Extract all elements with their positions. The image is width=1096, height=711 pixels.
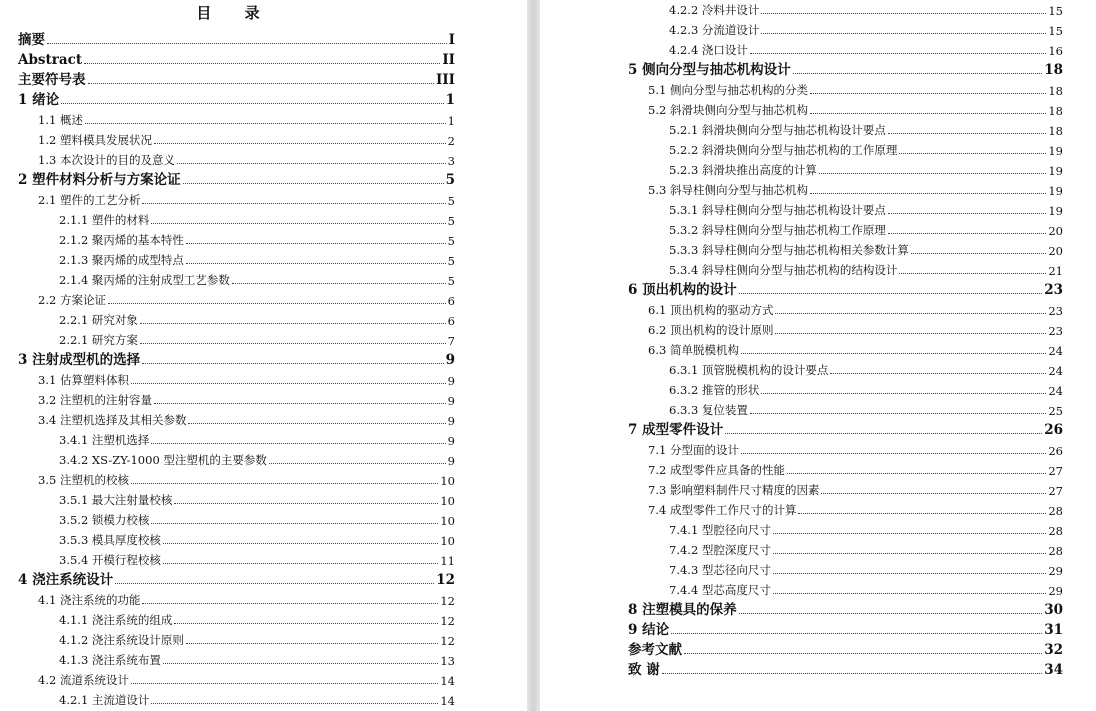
dot-leader	[810, 193, 1046, 194]
toc-entry-label: 7.4 成型零件工作尺寸的计算	[648, 503, 797, 517]
toc-entry[interactable]	[669, 558, 1063, 578]
toc-entry-label: 5.2.2 斜滑块侧向分型与抽芯机构的工作原理	[669, 143, 898, 157]
toc-entry-page: 18	[1044, 62, 1063, 78]
toc-entry[interactable]	[648, 178, 1063, 198]
toc-entry-page: 24	[1048, 364, 1063, 378]
toc-entry-label: 参考文献	[628, 642, 682, 658]
toc-entry[interactable]	[628, 58, 1063, 78]
dot-leader	[186, 243, 446, 244]
dot-leader	[163, 563, 438, 564]
page-gutter	[527, 0, 540, 711]
dot-leader	[186, 643, 438, 644]
toc-entry-label: 3.2 注塑机的注射容量	[38, 393, 152, 407]
toc-entry[interactable]	[59, 548, 455, 568]
toc-entry[interactable]	[648, 98, 1063, 118]
toc-entry[interactable]	[628, 618, 1063, 638]
dot-leader	[725, 433, 1042, 434]
toc-entry-label: 5.2.3 斜滑块推出高度的计算	[669, 163, 817, 177]
dot-leader	[773, 553, 1046, 554]
toc-entry[interactable]	[669, 258, 1063, 278]
dot-leader	[684, 653, 1042, 654]
dot-leader	[188, 423, 445, 424]
toc-entry-label: 1 绪论	[18, 92, 60, 108]
dot-leader	[671, 633, 1042, 634]
toc-entry-page: 10	[440, 514, 455, 528]
toc-entry-page: 9	[447, 394, 455, 408]
toc-entry-page: 30	[1044, 602, 1063, 618]
toc-entry-page: 23	[1044, 282, 1063, 298]
dot-leader	[88, 83, 435, 84]
toc-entry[interactable]	[648, 478, 1063, 498]
toc-entry-page: 14	[440, 694, 455, 708]
toc-entry-page: 23	[1048, 304, 1063, 318]
toc-entry-page: 18	[1048, 104, 1063, 118]
toc-entry-label: 致 谢	[628, 662, 660, 678]
toc-entry[interactable]	[628, 638, 1063, 658]
toc-entry-label: 5.2.1 斜滑块侧向分型与抽芯机构设计要点	[669, 123, 886, 137]
toc-entry-label: 5.1 侧向分型与抽芯机构的分类	[648, 83, 808, 97]
dot-leader	[773, 593, 1046, 594]
toc-entry-page: 28	[1048, 524, 1063, 538]
toc-entry-label: 7.4.3 型芯径向尺寸	[669, 563, 771, 577]
toc-entry[interactable]	[59, 448, 455, 468]
toc-entry[interactable]	[669, 238, 1063, 258]
dot-leader	[773, 533, 1046, 534]
toc-entry-label: 摘要	[18, 32, 45, 48]
toc-entry-label: 7.4.4 型芯高度尺寸	[669, 583, 771, 597]
toc-entry-page: 5	[447, 234, 455, 248]
toc-entry[interactable]	[38, 148, 455, 168]
toc-entry-label: 7.2 成型零件应具备的性能	[648, 463, 785, 477]
toc-entry-label: 5.3.2 斜导柱侧向分型与抽芯机构工作原理	[669, 223, 886, 237]
dot-leader	[761, 13, 1046, 14]
toc-entry-page: 1	[447, 114, 455, 128]
toc-entry[interactable]	[669, 0, 1063, 18]
toc-entry-label: 3.5.1 最大注射量校核	[59, 493, 173, 507]
dot-leader	[154, 143, 446, 144]
dot-leader	[115, 583, 434, 584]
toc-entry-label: 7.1 分型面的设计	[648, 443, 739, 457]
toc-entry[interactable]	[59, 268, 455, 288]
dot-leader	[108, 303, 446, 304]
toc-title: 目 录	[196, 4, 274, 22]
dot-leader	[793, 73, 1043, 74]
dot-leader	[232, 283, 446, 284]
dot-leader	[142, 203, 445, 204]
toc-entry-page: 24	[1048, 384, 1063, 398]
toc-entry-page: 19	[1048, 164, 1063, 178]
toc-entry-page: 28	[1048, 504, 1063, 518]
toc-entry-page: 6	[447, 294, 455, 308]
dot-leader	[775, 333, 1046, 334]
dot-leader	[142, 603, 438, 604]
toc-entry-page: I	[448, 32, 455, 48]
toc-entry-label: 1.1 概述	[38, 113, 83, 127]
toc-entry-label: 2.1.1 塑件的材料	[59, 213, 150, 227]
toc-entry[interactable]	[38, 588, 455, 608]
dot-leader	[810, 93, 1046, 94]
toc-entry-page: 5	[447, 254, 455, 268]
dot-leader	[174, 623, 438, 624]
dot-leader	[773, 573, 1046, 574]
dot-leader	[151, 443, 445, 444]
dot-leader	[739, 293, 1043, 294]
toc-entry[interactable]	[669, 378, 1063, 398]
toc-entry-page: 9	[447, 434, 455, 448]
toc-entry-label: 3.1 估算塑料体积	[38, 373, 129, 387]
toc-entry-page: 29	[1048, 584, 1063, 598]
toc-entry-label: 2.2.1 研究方案	[59, 333, 138, 347]
toc-entry-label: 5.3 斜导柱侧向分型与抽芯机构	[648, 183, 808, 197]
toc-entry[interactable]	[648, 438, 1063, 458]
toc-entry-label: 4.1.2 浇注系统设计原则	[59, 633, 184, 647]
toc-entry-page: 24	[1048, 344, 1063, 358]
toc-entry-page: 20	[1048, 244, 1063, 258]
toc-entry[interactable]	[59, 228, 455, 248]
toc-entry-label: 7 成型零件设计	[628, 422, 724, 438]
dot-leader	[819, 173, 1046, 174]
toc-entry-label: 5.3.4 斜导柱侧向分型与抽芯机构的结构设计	[669, 263, 898, 277]
toc-entry-page: 10	[440, 474, 455, 488]
toc-entry-label: 3.5.4 开模行程校核	[59, 553, 161, 567]
toc-entry[interactable]	[628, 278, 1063, 298]
toc-entry-label: 主要符号表	[18, 72, 86, 88]
toc-entry-label: 3.4.2 XS-ZY-1000 型注塑机的主要参数	[59, 453, 267, 467]
dot-leader	[662, 673, 1043, 674]
toc-entry-page: 5	[447, 194, 455, 208]
toc-entry-page: 5	[447, 214, 455, 228]
dot-leader	[888, 133, 1046, 134]
toc-entry-page: 2	[447, 134, 455, 148]
toc-entry-page: 7	[447, 334, 455, 348]
toc-entry-page: 15	[1048, 24, 1063, 38]
toc-entry[interactable]	[38, 388, 455, 408]
toc-entry-label: 2.1.4 聚丙烯的注射成型工艺参数	[59, 273, 230, 287]
toc-entry-label: 6.3.3 复位装置	[669, 403, 748, 417]
dot-leader	[177, 163, 446, 164]
toc-entry-label: 4.2.2 冷料井设计	[669, 3, 760, 17]
toc-entry[interactable]	[18, 168, 455, 188]
toc-entry[interactable]	[669, 578, 1063, 598]
toc-entry[interactable]	[669, 538, 1063, 558]
toc-entry[interactable]	[669, 158, 1063, 178]
dot-leader	[47, 43, 447, 44]
toc-entry[interactable]	[648, 78, 1063, 98]
dot-leader	[85, 123, 446, 124]
toc-entry[interactable]	[18, 568, 455, 588]
dot-leader	[151, 703, 438, 704]
toc-entry-page: 18	[1048, 124, 1063, 138]
toc-entry[interactable]	[59, 428, 455, 448]
toc-entry-page: 9	[445, 352, 455, 368]
dot-leader	[888, 213, 1046, 214]
toc-entry-page: 19	[1048, 184, 1063, 198]
dot-leader	[775, 313, 1046, 314]
dot-leader	[761, 393, 1046, 394]
toc-page-right	[540, 0, 1096, 711]
dot-leader	[151, 523, 438, 524]
dot-leader	[798, 513, 1046, 514]
toc-entry-label: 6.3.1 顶管脱模机构的设计要点	[669, 363, 829, 377]
toc-entry-label: 3.5.2 锁模力校核	[59, 513, 150, 527]
dot-leader	[142, 363, 444, 364]
toc-entry-page: 28	[1048, 544, 1063, 558]
toc-entry-page: 20	[1048, 224, 1063, 238]
toc-entry-label: 2.1.2 聚丙烯的基本特性	[59, 233, 184, 247]
dot-leader	[131, 683, 438, 684]
toc-entry[interactable]	[59, 308, 455, 328]
dot-leader	[911, 253, 1046, 254]
toc-entry[interactable]	[38, 368, 455, 388]
toc-entry[interactable]	[59, 328, 455, 348]
toc-entry[interactable]	[59, 488, 455, 508]
toc-entry-label: 6.3 简单脱模机构	[648, 343, 739, 357]
dot-leader	[183, 183, 444, 184]
dot-leader	[810, 113, 1046, 114]
toc-entry[interactable]	[18, 68, 455, 88]
toc-entry[interactable]	[18, 348, 455, 368]
dot-leader	[899, 153, 1046, 154]
toc-entry-label: 9 结论	[628, 622, 670, 638]
toc-entry[interactable]	[59, 208, 455, 228]
toc-entry-label: 5 侧向分型与抽芯机构设计	[628, 62, 791, 78]
toc-entry-label: 4.1.3 浇注系统布置	[59, 653, 161, 667]
dot-leader	[84, 63, 440, 64]
toc-entry-page: 9	[447, 374, 455, 388]
dot-leader	[154, 403, 446, 404]
toc-entry-label: 4.2.1 主流道设计	[59, 693, 150, 707]
toc-entry[interactable]	[59, 248, 455, 268]
toc-entry-label: 5.2 斜滑块侧向分型与抽芯机构	[648, 103, 808, 117]
dot-leader	[750, 413, 1046, 414]
toc-entry[interactable]	[669, 198, 1063, 218]
dot-leader	[830, 373, 1046, 374]
toc-entry-label: 4.1 浇注系统的功能	[38, 593, 141, 607]
toc-entry[interactable]	[38, 128, 455, 148]
toc-entry-label: 3 注射成型机的选择	[18, 352, 141, 368]
toc-entry[interactable]	[59, 508, 455, 528]
toc-entry[interactable]	[669, 118, 1063, 138]
toc-entry-page: 27	[1048, 464, 1063, 478]
toc-entry-label: 2 塑件材料分析与方案论证	[18, 172, 181, 188]
dot-leader	[741, 353, 1046, 354]
toc-entry-page: 18	[1048, 84, 1063, 98]
toc-entry[interactable]	[38, 188, 455, 208]
toc-entry-label: 4.1.1 浇注系统的组成	[59, 613, 173, 627]
toc-entry-page: 1	[445, 92, 455, 108]
toc-entry[interactable]	[59, 688, 455, 708]
dot-leader	[761, 33, 1046, 34]
dot-leader	[163, 543, 438, 544]
toc-entry-page: 10	[440, 494, 455, 508]
toc-entry-label: 6.2 顶出机构的设计原则	[648, 323, 774, 337]
toc-entry[interactable]	[648, 498, 1063, 518]
toc-entry-page: 32	[1044, 642, 1063, 658]
toc-entry-page: 16	[1048, 44, 1063, 58]
dot-leader	[888, 233, 1046, 234]
toc-entry-page: II	[442, 52, 455, 68]
toc-entry-label: 7.4.1 型腔径向尺寸	[669, 523, 771, 537]
toc-entry[interactable]	[38, 408, 455, 428]
toc-entry-page: 23	[1048, 324, 1063, 338]
toc-entry[interactable]	[59, 648, 455, 668]
toc-entry-page: 21	[1048, 264, 1063, 278]
dot-leader	[174, 503, 438, 504]
toc-entry-page: 31	[1044, 622, 1063, 638]
toc-page-left	[0, 0, 527, 711]
dot-leader	[131, 383, 446, 384]
dot-leader	[186, 263, 446, 264]
toc-entry-page: 14	[440, 674, 455, 688]
toc-entry-label: 5.3.3 斜导柱侧向分型与抽芯机构相关参数计算	[669, 243, 909, 257]
toc-entry-page: 9	[447, 454, 455, 468]
toc-entry-label: Abstract	[18, 52, 83, 68]
toc-entry-label: 2.1 塑件的工艺分析	[38, 193, 141, 207]
toc-entry[interactable]	[628, 658, 1063, 678]
toc-entry[interactable]	[669, 18, 1063, 38]
toc-entry-page: 19	[1048, 144, 1063, 158]
toc-entry-label: 3.4 注塑机选择及其相关参数	[38, 413, 187, 427]
toc-entry-label: 8 注塑模具的保养	[628, 602, 737, 618]
toc-entry-page: 5	[445, 172, 455, 188]
toc-entry-page: 11	[440, 554, 455, 568]
toc-entry-label: 1.3 本次设计的目的及意义	[38, 153, 175, 167]
toc-entry[interactable]	[669, 398, 1063, 418]
toc-entry-page: 15	[1048, 4, 1063, 18]
dot-leader	[739, 613, 1043, 614]
toc-entry[interactable]	[648, 338, 1063, 358]
toc-entry-label: 5.3.1 斜导柱侧向分型与抽芯机构设计要点	[669, 203, 886, 217]
toc-entry[interactable]	[38, 288, 455, 308]
toc-entry-page: 34	[1044, 662, 1063, 678]
toc-entry-page: 3	[447, 154, 455, 168]
toc-entry-page: 26	[1048, 444, 1063, 458]
toc-entry-label: 7.3 影响塑料制件尺寸精度的因素	[648, 483, 820, 497]
toc-entry[interactable]	[59, 628, 455, 648]
dot-leader	[61, 103, 444, 104]
toc-entry-page: 12	[436, 572, 455, 588]
dot-leader	[131, 483, 438, 484]
toc-entry-label: 4 浇注系统设计	[18, 572, 114, 588]
toc-entry-page: 6	[447, 314, 455, 328]
toc-entry[interactable]	[669, 138, 1063, 158]
toc-entry-page: 10	[440, 534, 455, 548]
toc-entry[interactable]	[648, 298, 1063, 318]
dot-leader	[140, 323, 446, 324]
toc-entry-page: 27	[1048, 484, 1063, 498]
toc-entry-label: 4.2.4 浇口设计	[669, 43, 748, 57]
toc-entry-label: 6.1 顶出机构的驱动方式	[648, 303, 774, 317]
toc-entry-label: 2.2 方案论证	[38, 293, 106, 307]
toc-entry-label: 2.1.3 聚丙烯的成型特点	[59, 253, 184, 267]
toc-entry[interactable]	[669, 518, 1063, 538]
toc-entry-page: 29	[1048, 564, 1063, 578]
dot-leader	[269, 463, 446, 464]
toc-entry[interactable]	[18, 28, 455, 48]
toc-entry[interactable]	[648, 318, 1063, 338]
toc-entry-page: 13	[440, 654, 455, 668]
dot-leader	[750, 53, 1046, 54]
toc-entry[interactable]	[648, 458, 1063, 478]
toc-entry-label: 6 顶出机构的设计	[628, 282, 737, 298]
dot-leader	[163, 663, 438, 664]
toc-entry-label: 3.5 注塑机的校核	[38, 473, 129, 487]
dot-leader	[741, 453, 1046, 454]
toc-entry-page: 12	[440, 634, 455, 648]
toc-entry-label: 4.2 流道系统设计	[38, 673, 129, 687]
toc-entry[interactable]	[38, 468, 455, 488]
toc-entry-page: III	[436, 72, 455, 88]
toc-entry[interactable]	[59, 528, 455, 548]
toc-entry[interactable]	[38, 108, 455, 128]
toc-entry[interactable]	[18, 48, 455, 68]
toc-entry[interactable]	[669, 218, 1063, 238]
toc-entry[interactable]	[38, 668, 455, 688]
toc-entry-page: 5	[447, 274, 455, 288]
toc-entry-page: 26	[1044, 422, 1063, 438]
dot-leader	[899, 273, 1046, 274]
toc-entry-label: 3.4.1 注塑机选择	[59, 433, 150, 447]
dot-leader	[821, 493, 1046, 494]
dot-leader	[787, 473, 1046, 474]
toc-entry-page: 19	[1048, 204, 1063, 218]
toc-entry-label: 6.3.2 推管的形状	[669, 383, 760, 397]
toc-entry[interactable]	[669, 358, 1063, 378]
toc-entry[interactable]	[59, 608, 455, 628]
dot-leader	[140, 343, 446, 344]
toc-entry-page: 9	[447, 414, 455, 428]
toc-entry[interactable]	[18, 88, 455, 108]
toc-entry-page: 25	[1048, 404, 1063, 418]
toc-entry[interactable]	[669, 38, 1063, 58]
toc-entry-label: 3.5.3 模具厚度校核	[59, 533, 161, 547]
dot-leader	[151, 223, 445, 224]
toc-entry[interactable]	[628, 418, 1063, 438]
toc-entry-label: 1.2 塑料模具发展状况	[38, 133, 152, 147]
toc-entry-label: 7.4.2 型腔深度尺寸	[669, 543, 771, 557]
toc-entry[interactable]	[628, 598, 1063, 618]
toc-entry-page: 12	[440, 614, 455, 628]
toc-entry-label: 2.2.1 研究对象	[59, 313, 138, 327]
toc-entry-label: 4.2.3 分流道设计	[669, 23, 760, 37]
toc-entry-page: 12	[440, 594, 455, 608]
